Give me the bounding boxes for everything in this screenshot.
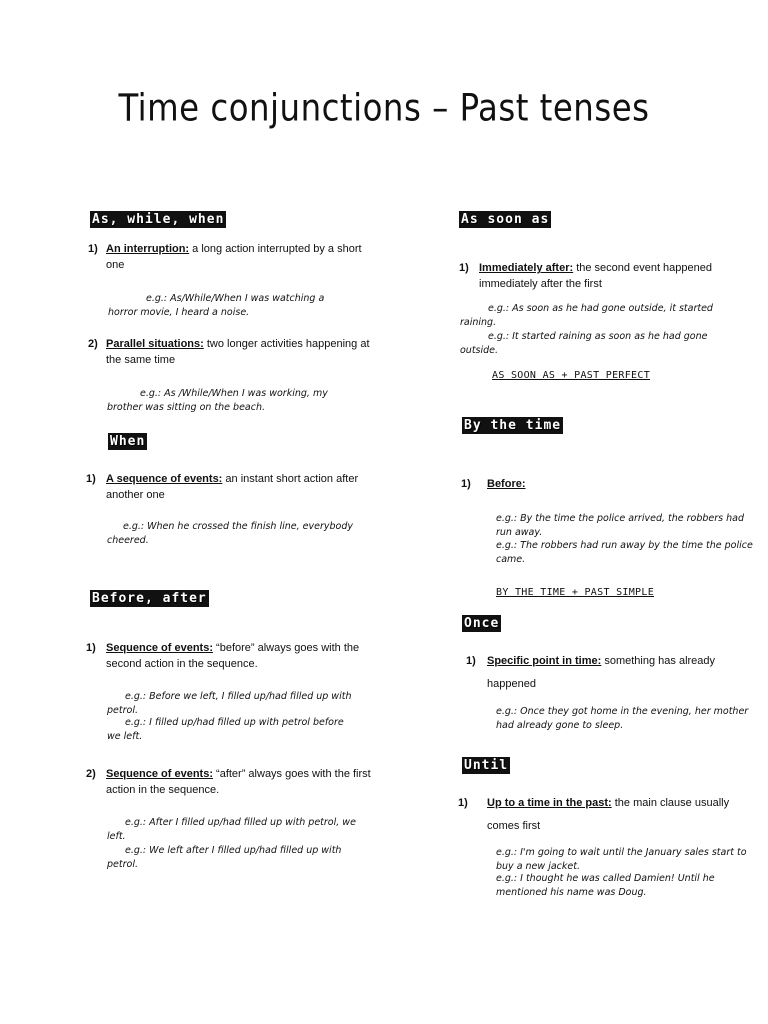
example-before-2: e.g.: I filled up/had filled up with petrol before we left.: [107, 717, 344, 742]
item-specific-point-cont: happened: [487, 678, 536, 690]
example-once: e.g.: Once they got home in the evening, her mother had already gone to sleep.: [496, 706, 749, 731]
rule-by-the-time: BY THE TIME + PAST SIMPLE: [496, 587, 655, 598]
heading-before-after: Before, after: [92, 591, 207, 606]
heading-once: Once: [464, 616, 500, 631]
example-until-2: e.g.: I thought he was called Damien! Until he mentioned his name was Doug.: [496, 873, 715, 898]
item-immediately-after: 1) Immediately after: the second event happened immediately after the first: [459, 262, 712, 290]
item-sequence-events-when: 1) A sequence of events: an instant short action after another one: [86, 473, 359, 501]
page-title: Time conjunctions – Past tenses: [118, 86, 650, 131]
heading-as-soon-as: As soon as: [461, 212, 550, 227]
heading-by-the-time: By the time: [464, 418, 562, 433]
example-before-1: e.g.: Before we left, I filled up/had filled up with petrol.: [107, 691, 352, 716]
example-as-soon-as-2: e.g.: It started raining as soon as he had gone outside.: [460, 331, 708, 356]
item-interruption: 1) An interruption: a long action interrupted by a short one: [88, 243, 362, 271]
example-by-the-time-2: e.g.: The robbers had run away by the time the police came.: [496, 540, 753, 565]
example-as-soon-as-1: e.g.: As soon as he had gone outside, it started raining.: [460, 303, 713, 328]
item-sequence-before: 1) Sequence of events: “before” always goes with the second action in the sequence.: [86, 642, 360, 670]
item-specific-point: 1) Specific point in time: something has already: [466, 655, 716, 667]
example-interruption: e.g.: As/While/When I was watching a horror movie, I heard a noise.: [108, 293, 325, 318]
example-parallel: e.g.: As /While/When I was working, my brother was sitting on the beach.: [107, 388, 328, 413]
item-before: 1) Before:: [461, 478, 526, 490]
example-until-1: e.g.: I'm going to wait until the January sales start to buy a new jacket.: [496, 847, 747, 872]
heading-as-while-when: As, while, when: [92, 212, 225, 227]
example-after-1: e.g.: After I filled up/had filled up with petrol, we left.: [107, 817, 356, 842]
example-by-the-time-1: e.g.: By the time the police arrived, the robbers had run away.: [496, 513, 744, 538]
heading-when: When: [110, 434, 146, 449]
item-up-to-time-cont: comes first: [487, 820, 541, 832]
item-parallel-situations: 2) Parallel situations: two longer activities happening at the same time: [88, 338, 370, 366]
rule-as-soon-as: AS SOON AS + PAST PERFECT: [492, 370, 651, 381]
heading-until: Until: [464, 758, 509, 773]
example-when: e.g.: When he crossed the finish line, everybody cheered.: [107, 521, 353, 546]
item-sequence-after: 2) Sequence of events: “after” always goes with the first action in the sequence.: [86, 768, 371, 796]
example-after-2: e.g.: We left after I filled up/had filled up with petrol.: [107, 845, 342, 870]
item-up-to-time: 1) Up to a time in the past: the main clause usually: [458, 797, 730, 809]
